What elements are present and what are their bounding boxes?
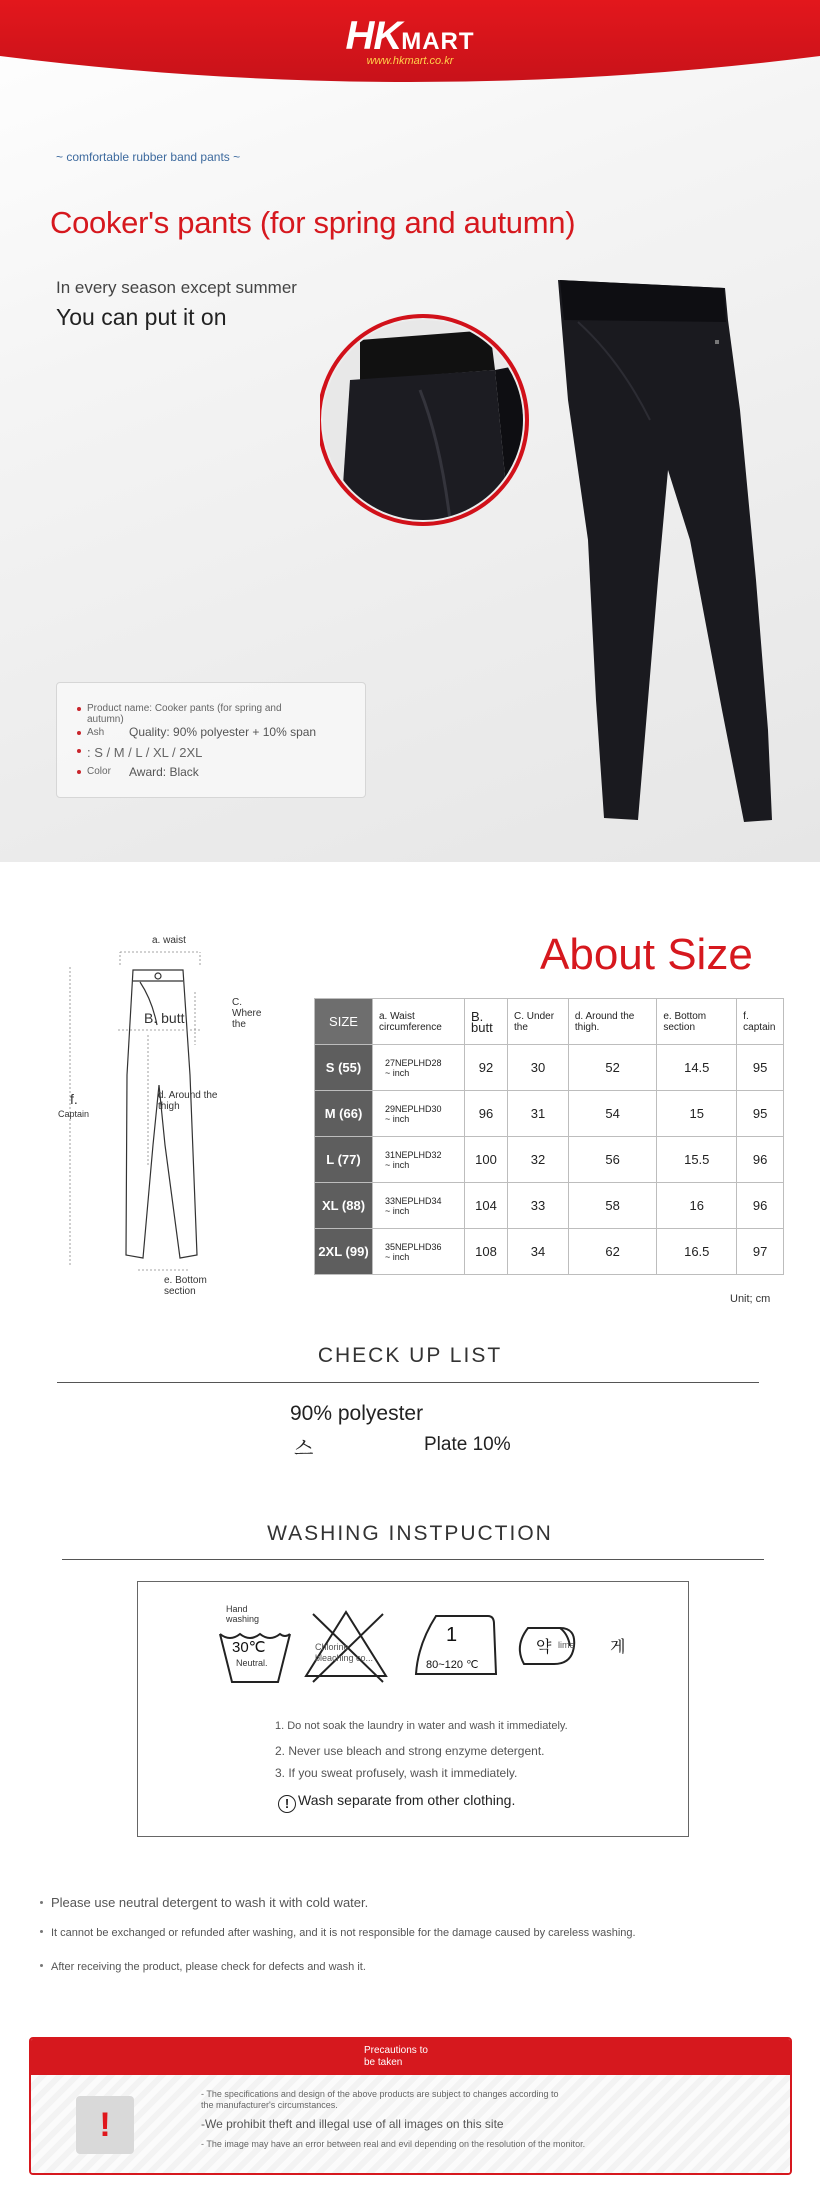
info-size-value: : S / M / L / XL / 2XL bbox=[87, 745, 203, 760]
precaution-line-1: - The specifications and design of the above products are subject to changes according to the manufacturer's circumstances. bbox=[201, 2089, 559, 2110]
wash-separate-line bbox=[278, 1792, 515, 1813]
checkup-line1: 90% polyester bbox=[290, 1402, 424, 1425]
info-color-row bbox=[87, 765, 199, 779]
exclamation-circle-icon: ! bbox=[278, 1795, 296, 1813]
precaution-line-2: -We prohibit theft and illegal use of all images on this site bbox=[201, 2117, 504, 2131]
size-cell: M (66) bbox=[315, 1091, 373, 1137]
captain-cell: 96 bbox=[737, 1137, 784, 1183]
washing-heading: WASHING INSTPUCTION bbox=[267, 1522, 553, 1545]
weak-mid: lime bbox=[558, 1640, 575, 1650]
waist-cell bbox=[373, 1045, 465, 1091]
thigh-cell: 58 bbox=[568, 1183, 656, 1229]
wash-temp: 30℃ bbox=[232, 1639, 266, 1656]
logo-url: www.hkmart.co.kr bbox=[366, 55, 454, 67]
thigh-cell: 54 bbox=[568, 1091, 656, 1137]
tagline: ~ comfortable rubber band pants ~ bbox=[56, 150, 241, 164]
waist-unit: ~ inch bbox=[385, 1251, 410, 1262]
bottom-cell: 15.5 bbox=[657, 1137, 737, 1183]
weak-left: 약 bbox=[536, 1639, 552, 1656]
diagram-captain-label: Captain bbox=[58, 1109, 90, 1119]
diagram-under-label: C. Where the bbox=[232, 997, 262, 1030]
table-row bbox=[315, 1183, 784, 1229]
size-table-header-row bbox=[315, 999, 784, 1045]
washing-divider bbox=[62, 1559, 764, 1560]
note-3 bbox=[40, 1961, 366, 1973]
captain-cell: 95 bbox=[737, 1091, 784, 1137]
size-cell: S (55) bbox=[315, 1045, 373, 1091]
wash-separate-text: Wash separate from other clothing. bbox=[298, 1792, 516, 1808]
wash-instruction-3: 3. If you sweat profusely, wash it immediately. bbox=[275, 1766, 518, 1780]
info-product-name: Product name: Cooker pants (for spring and autumn) bbox=[87, 703, 282, 725]
bullet-dot bbox=[77, 749, 81, 753]
weak-right: 게 bbox=[610, 1639, 626, 1656]
bottom-cell: 16 bbox=[657, 1183, 737, 1229]
captain-cell: 95 bbox=[737, 1045, 784, 1091]
wash-instruction-1: 1. Do not soak the laundry in water and wash it immediately. bbox=[275, 1720, 568, 1732]
diagram-thigh-label: d. Around the thigh bbox=[158, 1090, 218, 1112]
bottom-cell: 16.5 bbox=[657, 1229, 737, 1275]
table-row bbox=[315, 1045, 784, 1091]
precautions-header bbox=[31, 2039, 790, 2075]
checkup-line2-value: Plate 10% bbox=[424, 1434, 511, 1455]
zoom-detail-circle bbox=[320, 316, 530, 530]
info-ash-value: Quality: 90% polyester + 10% span bbox=[129, 725, 317, 739]
hand-wash-label: Hand washing bbox=[226, 1604, 260, 1624]
bottom-cell: 14.5 bbox=[657, 1045, 737, 1091]
size-cell: XL (88) bbox=[315, 1183, 373, 1229]
product-image bbox=[320, 280, 790, 840]
pants-illustration bbox=[558, 280, 772, 822]
waist-code: 27NEPLHD28 bbox=[385, 1057, 442, 1068]
thigh-cell: 52 bbox=[568, 1045, 656, 1091]
info-ash-label: Ash bbox=[87, 727, 105, 738]
chlorine-label: Chlorine bleaching co... bbox=[315, 1642, 374, 1663]
warning-exclamation-icon: ! bbox=[76, 2096, 134, 2154]
waist-cell bbox=[373, 1091, 465, 1137]
note-1-text: Please use neutral detergent to wash it with cold water. bbox=[51, 1895, 369, 1910]
bullet-dot bbox=[40, 1930, 43, 1933]
brand-logo[interactable] bbox=[0, 14, 820, 67]
bullet-dot bbox=[77, 770, 81, 774]
butt-cell: 100 bbox=[465, 1137, 508, 1183]
waist-unit: ~ inch bbox=[385, 1159, 410, 1170]
under-cell: 31 bbox=[508, 1091, 569, 1137]
checkup-divider bbox=[57, 1382, 759, 1383]
waist-code: 31NEPLHD32 bbox=[385, 1149, 442, 1160]
captain-cell: 96 bbox=[737, 1183, 784, 1229]
waist-unit: ~ inch bbox=[385, 1067, 410, 1078]
captain-cell: 97 bbox=[737, 1229, 784, 1275]
bullet-dot bbox=[77, 707, 81, 711]
precautions-box bbox=[29, 2037, 792, 2175]
size-cell: 2XL (99) bbox=[315, 1229, 373, 1275]
waist-code: 29NEPLHD30 bbox=[385, 1103, 442, 1114]
header-butt: B. butt bbox=[465, 999, 508, 1045]
note-3-text: After receiving the product, please check for defects and wash it. bbox=[51, 1961, 366, 1973]
logo-hk: HK bbox=[345, 14, 402, 58]
precautions-title: Precautions to be taken bbox=[364, 2045, 428, 2068]
subtitle-line2: You can put it on bbox=[56, 304, 227, 330]
size-table bbox=[314, 998, 784, 1275]
under-cell: 33 bbox=[508, 1183, 569, 1229]
care-icons-svg bbox=[218, 1604, 638, 1684]
care-icons-row bbox=[218, 1604, 638, 1684]
table-row bbox=[315, 1137, 784, 1183]
diagram-waist-label: a. waist bbox=[152, 935, 186, 946]
note-2-text: It cannot be exchanged or refunded after washing, and it is not responsible for the damage caused by careless washing. bbox=[51, 1927, 636, 1939]
header-bottom: e. Bottom section bbox=[657, 999, 737, 1045]
bullet-dot bbox=[40, 1901, 43, 1904]
header-size: SIZE bbox=[315, 999, 373, 1045]
waist-unit: ~ inch bbox=[385, 1205, 410, 1216]
waist-code: 35NEPLHD36 bbox=[385, 1241, 442, 1252]
diagram-bottom-label: e. Bottom section bbox=[164, 1275, 207, 1297]
bottom-cell: 15 bbox=[657, 1091, 737, 1137]
wash-neutral: Neutral. bbox=[236, 1658, 268, 1668]
about-size-heading: About Size bbox=[540, 930, 753, 979]
logo-mart: MART bbox=[401, 28, 475, 55]
table-row bbox=[315, 1091, 784, 1137]
unit-label: Unit; cm bbox=[730, 1293, 771, 1305]
size-cell: L (77) bbox=[315, 1137, 373, 1183]
info-color-label: Color bbox=[87, 766, 111, 777]
header-under: C. Under the bbox=[508, 999, 569, 1045]
under-cell: 34 bbox=[508, 1229, 569, 1275]
hero-section bbox=[0, 0, 820, 862]
info-size-row bbox=[87, 745, 202, 760]
iron-level: 1 bbox=[446, 1624, 458, 1646]
header-captain: f. captain bbox=[737, 999, 784, 1045]
info-ash-row bbox=[87, 725, 317, 739]
bullet-dot bbox=[77, 731, 81, 735]
product-info-box bbox=[56, 682, 366, 798]
thigh-cell: 56 bbox=[568, 1137, 656, 1183]
waist-unit: ~ inch bbox=[385, 1113, 410, 1124]
butt-cell: 96 bbox=[465, 1091, 508, 1137]
info-color-value: Award: Black bbox=[129, 765, 199, 779]
waist-cell bbox=[373, 1137, 465, 1183]
diagram-butt-label: B. butt bbox=[144, 1010, 185, 1026]
diagram-captain-letter: f. bbox=[70, 1091, 78, 1107]
note-2 bbox=[40, 1927, 636, 1939]
checkup-heading: CHECK UP LIST bbox=[317, 1344, 503, 1367]
pants-size-diagram bbox=[40, 925, 300, 1295]
wash-instruction-2: 2. Never use bleach and strong enzyme detergent. bbox=[275, 1744, 545, 1758]
under-cell: 32 bbox=[508, 1137, 569, 1183]
bullet-dot bbox=[40, 1964, 43, 1967]
header-thigh: d. Around the thigh. bbox=[568, 999, 656, 1045]
precaution-line-3: - The image may have an error between real and evil depending on the resolution of the monitor. bbox=[201, 2139, 586, 2149]
butt-cell: 104 bbox=[465, 1183, 508, 1229]
under-cell: 30 bbox=[508, 1045, 569, 1091]
info-product-row bbox=[87, 703, 287, 725]
butt-cell: 108 bbox=[465, 1229, 508, 1275]
waist-cell bbox=[373, 1183, 465, 1229]
note-1 bbox=[40, 1895, 368, 1910]
thigh-cell: 62 bbox=[568, 1229, 656, 1275]
page-title: Cooker's pants (for spring and autumn) bbox=[50, 205, 576, 240]
checkup-line2-char: 스 bbox=[294, 1438, 314, 1460]
waist-code: 33NEPLHD34 bbox=[385, 1195, 442, 1206]
header-waist: a. Waist circumference bbox=[373, 999, 465, 1045]
washing-instruction-box bbox=[137, 1581, 689, 1837]
table-row bbox=[315, 1229, 784, 1275]
subtitle-line1: In every season except summer bbox=[56, 278, 297, 297]
butt-cell: 92 bbox=[465, 1045, 508, 1091]
iron-range: 80~120 ℃ bbox=[426, 1659, 479, 1671]
waist-cell bbox=[373, 1229, 465, 1275]
